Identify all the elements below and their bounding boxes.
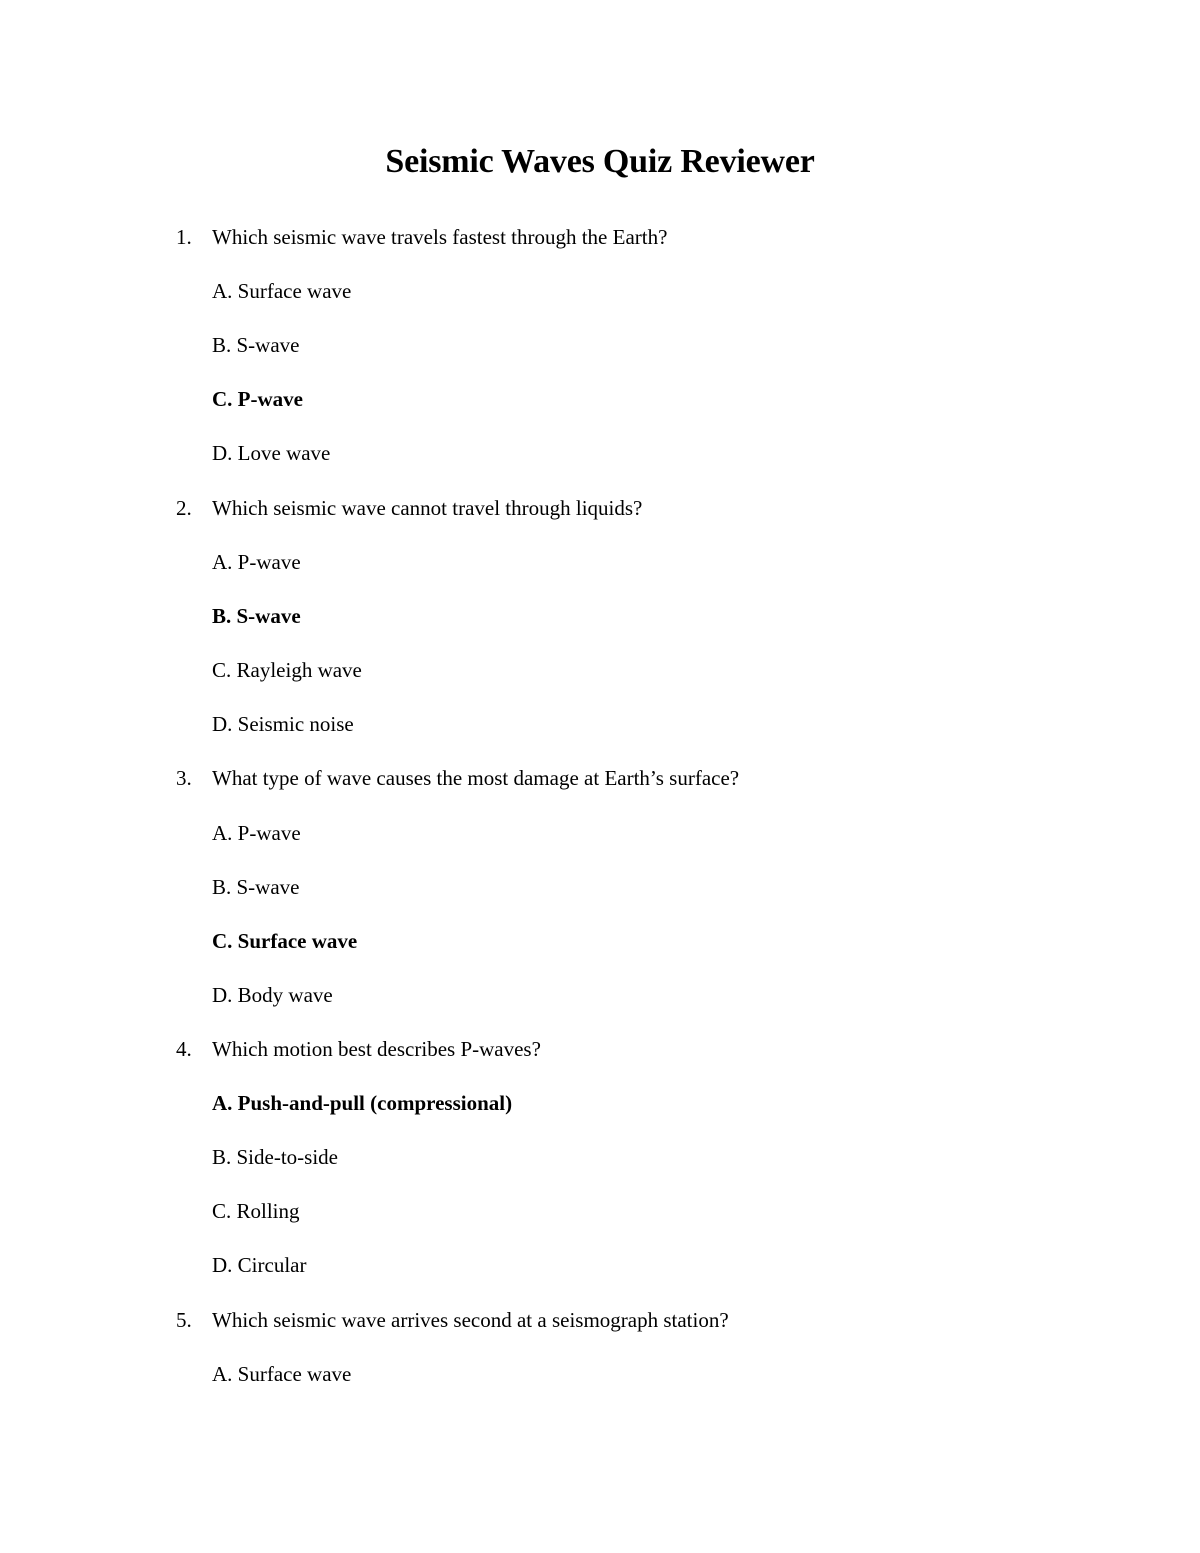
option-text: B. Side-to-side [212, 1145, 338, 1169]
option-text: A. Surface wave [212, 1362, 352, 1386]
correct-option-text: C. Surface wave [212, 929, 358, 953]
option-text: D. Love wave [212, 441, 331, 465]
correct-option-text: C. P-wave [212, 387, 303, 411]
question-text: Which seismic wave cannot travel through liquids? [212, 496, 643, 520]
question-number: 5. [176, 1308, 192, 1332]
option-text: D. Body wave [212, 983, 333, 1007]
option-text: A. Surface wave [212, 279, 352, 303]
question-text: Which seismic wave arrives second at a seismograph station? [212, 1308, 729, 1332]
question-number: 4. [176, 1037, 192, 1061]
correct-option-text: A. Push-and-pull (compressional) [212, 1091, 513, 1115]
option-text: B. S-wave [212, 333, 300, 357]
question-text: Which motion best describes P-waves? [212, 1037, 541, 1061]
option-text: C. Rayleigh wave [212, 658, 362, 682]
question-text: Which seismic wave travels fastest through the Earth? [212, 225, 668, 249]
option-text: C. Rolling [212, 1199, 300, 1223]
option-text: D. Circular [212, 1253, 307, 1277]
option-text: A. P-wave [212, 550, 301, 574]
question-number: 2. [176, 496, 192, 520]
option-text: B. S-wave [212, 875, 300, 899]
correct-option-text: B. S-wave [212, 604, 301, 628]
page-title: Seismic Waves Quiz Reviewer [385, 143, 815, 180]
question-text: What type of wave causes the most damage at Earth’s surface? [212, 766, 740, 790]
question-number: 3. [176, 766, 192, 790]
option-text: D. Seismic noise [212, 712, 354, 736]
option-text: A. P-wave [212, 821, 301, 845]
question-number: 1. [176, 225, 192, 249]
